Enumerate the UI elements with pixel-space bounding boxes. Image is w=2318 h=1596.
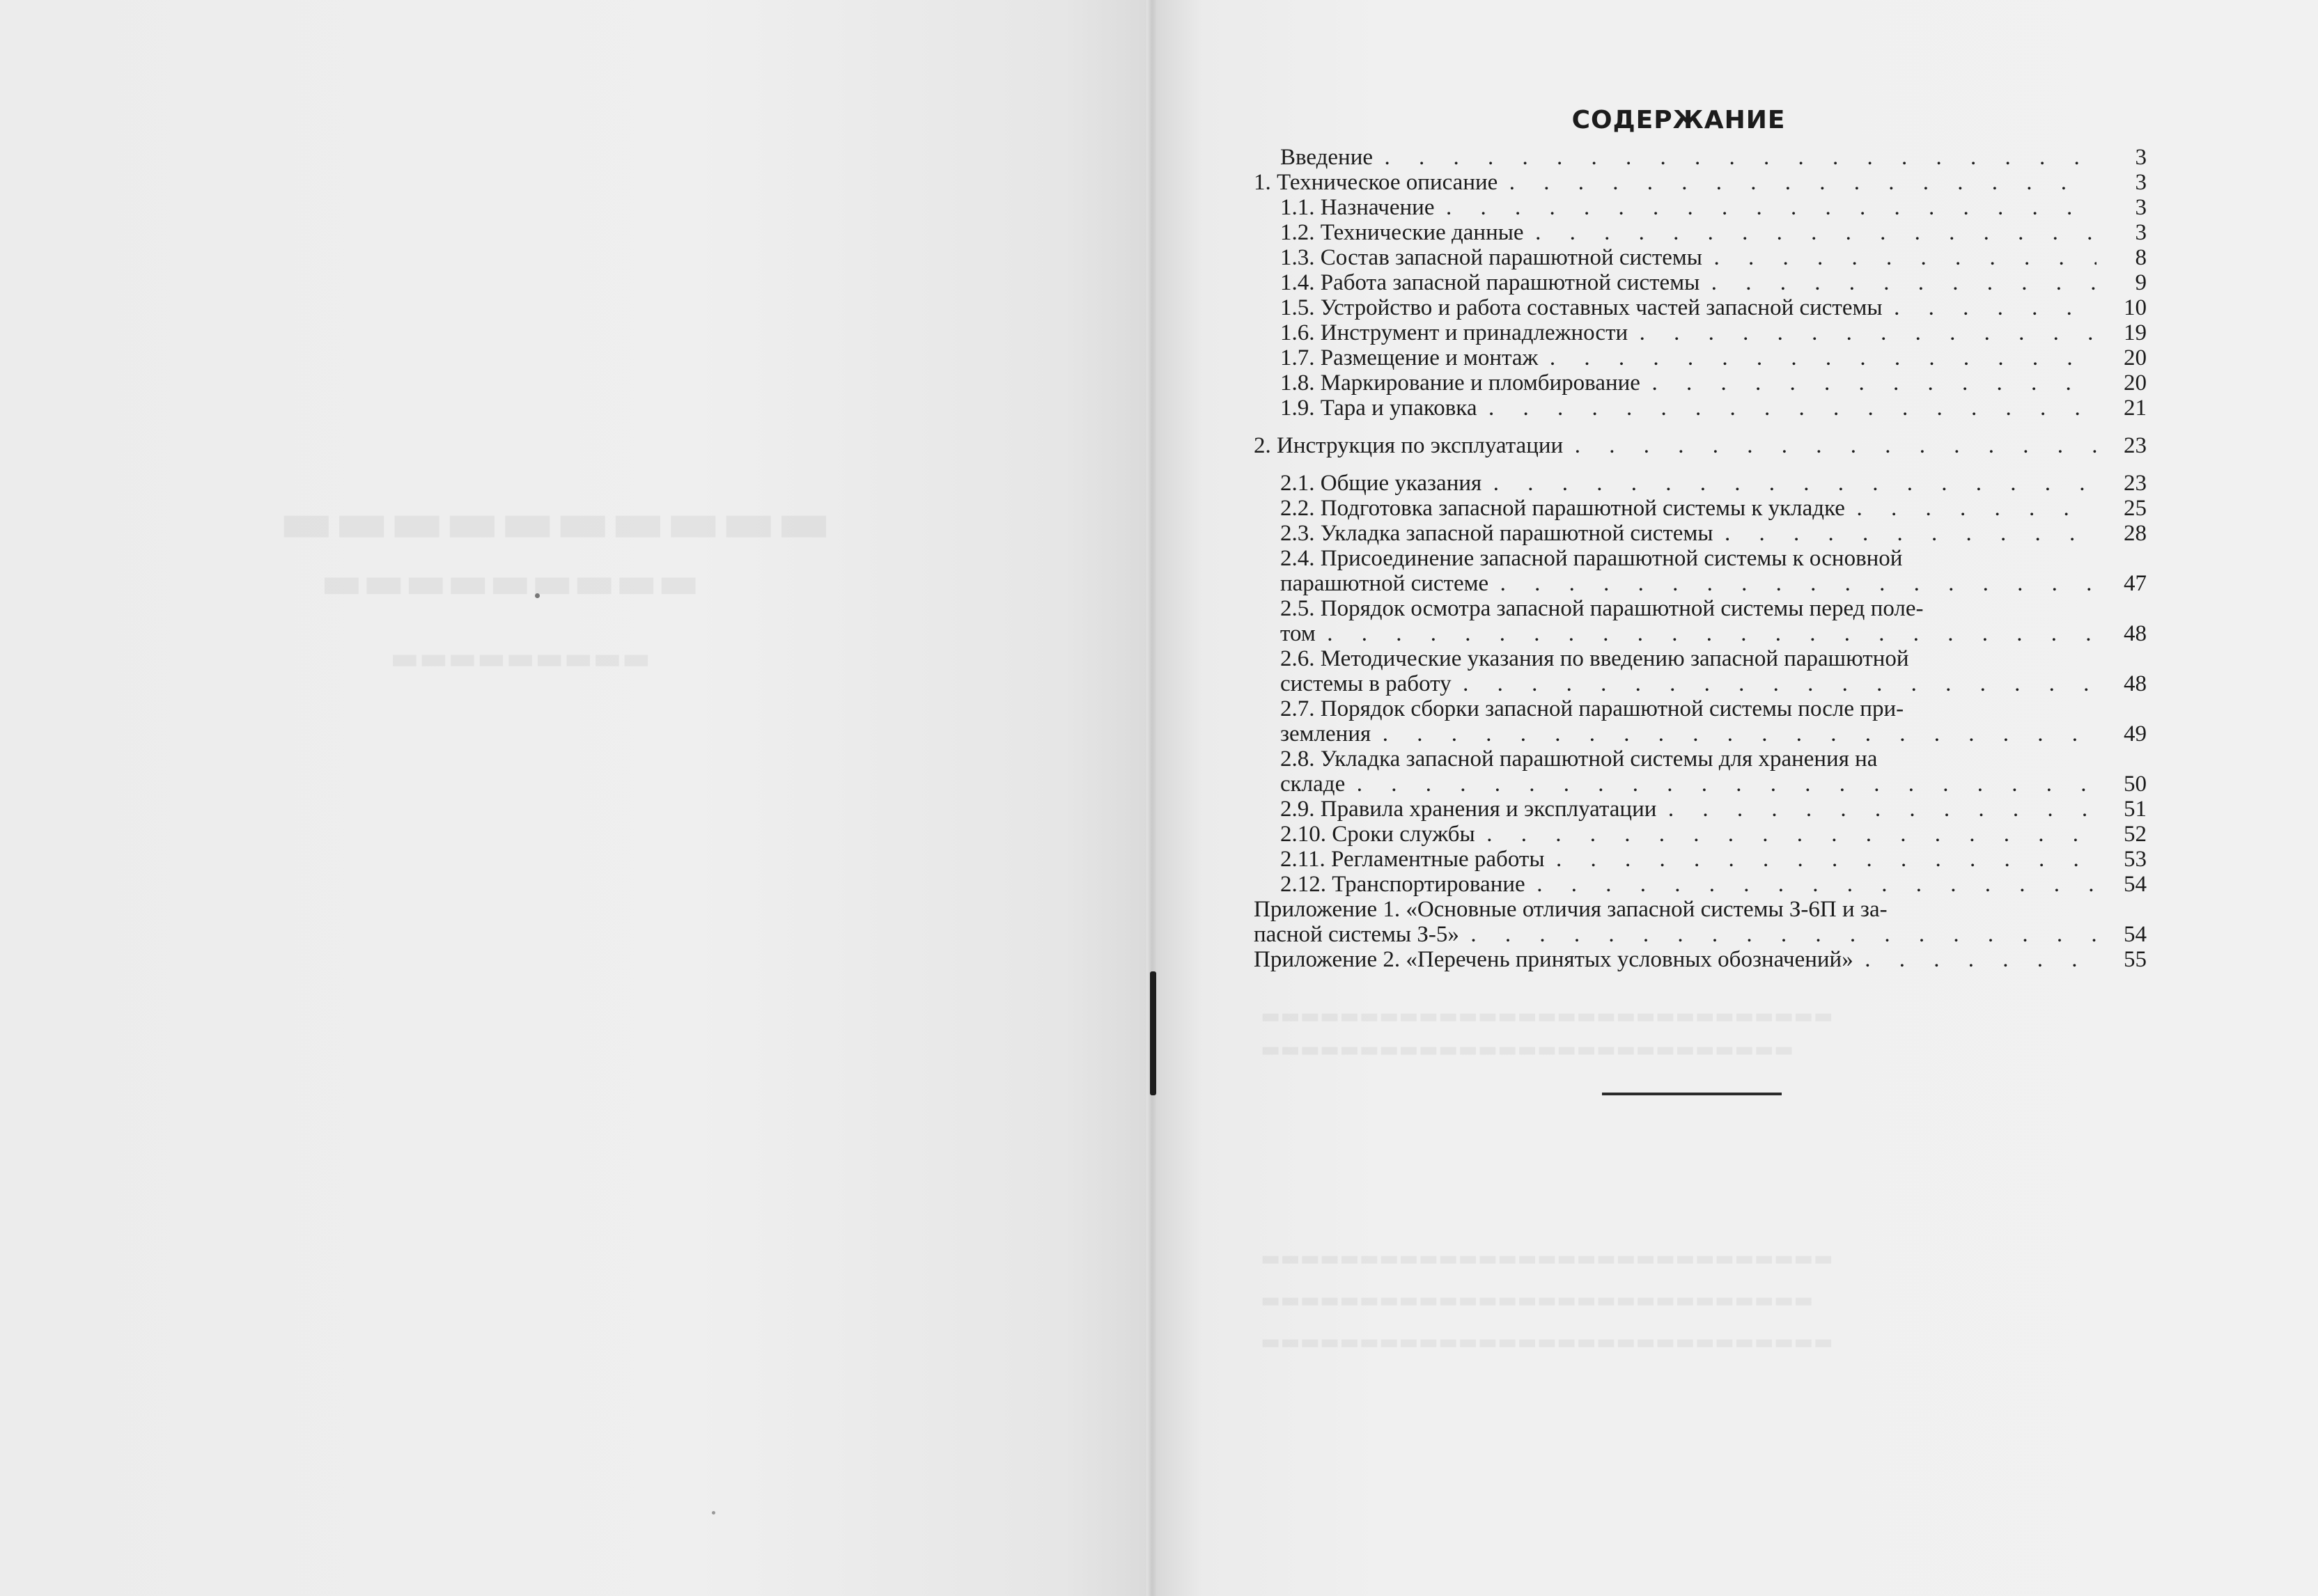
toc-entry-title — [1280, 320, 2097, 345]
toc-page-number: 51 — [2124, 797, 2147, 822]
toc-entry-title — [1280, 396, 2097, 421]
show-through-text — [279, 487, 832, 556]
paper-speck — [535, 593, 540, 598]
toc-entry-line: 2.2. Подготовка запасной парашютной системы к укладке . — [1280, 496, 2097, 521]
toc-entry — [1254, 822, 2147, 847]
toc-entry-line: 2.3. Укладка запасной парашютной системы . — [1280, 521, 2097, 546]
toc-page-number: 3 — [2135, 195, 2147, 220]
toc-entry — [1254, 496, 2147, 521]
toc-entry — [1254, 471, 2147, 496]
toc-entry — [1254, 370, 2147, 396]
toc-entry — [1254, 696, 2147, 746]
toc-entry-line: том . — [1280, 621, 2097, 646]
toc-entry — [1254, 646, 2147, 696]
toc-entry-line: 1.2. Технические данные . — [1280, 220, 2097, 245]
toc-entry — [1254, 433, 2147, 458]
toc-entry-line: 1.9. Тара и упаковка . — [1280, 396, 2097, 421]
toc-entry — [1254, 295, 2147, 320]
toc-page-number: 20 — [2124, 345, 2147, 370]
paper-speck — [712, 1511, 715, 1515]
toc-entry-title — [1280, 496, 2097, 521]
toc-page-number: 28 — [2124, 521, 2147, 546]
toc-entry-title — [1280, 270, 2097, 295]
toc-page-number: 49 — [2124, 721, 2147, 746]
toc-entry-line: 2.4. Присоединение запасной парашютной системы к основной — [1280, 546, 1903, 571]
toc-entry-line: 1.7. Размещение и монтаж . — [1280, 345, 2097, 370]
toc-entry-title — [1280, 195, 2097, 220]
toc-page-number: 23 — [2124, 433, 2147, 458]
toc-entry-line: 1.6. Инструмент и принадлежности . — [1280, 320, 2097, 345]
toc-page-number: 23 — [2124, 471, 2147, 496]
toc-entry — [1254, 746, 2147, 797]
toc-page-number: 53 — [2124, 847, 2147, 872]
toc-page-number: 47 — [2124, 571, 2147, 596]
toc-entry — [1254, 797, 2147, 822]
toc-entry-line: 2.8. Укладка запасной парашютной системы для хранения на — [1280, 746, 1878, 772]
show-through-text — [1261, 1288, 1814, 1313]
toc-entry-title — [1280, 245, 2097, 270]
toc-entry-title — [1280, 872, 2097, 897]
toc-entry — [1254, 521, 2147, 546]
toc-page-number: 10 — [2124, 295, 2147, 320]
show-through-text — [320, 557, 699, 609]
toc-entry — [1254, 195, 2147, 220]
toc-entry-title — [1280, 746, 2097, 797]
toc-entry-title — [1280, 596, 2097, 646]
toc-entry — [1254, 170, 2147, 195]
toc-entry-title — [1254, 897, 2097, 947]
show-through-text — [1261, 1246, 1833, 1271]
toc-entry-line: 2.9. Правила хранения и эксплуатации . — [1280, 797, 2097, 822]
toc-entry-line: 2.7. Порядок сборки запасной парашютной системы после при- — [1280, 696, 1904, 721]
toc-entry — [1254, 270, 2147, 295]
binding-mark — [1150, 971, 1156, 1095]
toc-entry-title — [1280, 646, 2097, 696]
table-of-contents — [1254, 145, 2147, 972]
toc-entry-title — [1280, 345, 2097, 370]
show-through-text — [390, 641, 651, 676]
toc-gap — [1254, 421, 2147, 433]
toc-entry-line: 1. Техническое описание . — [1254, 170, 2097, 195]
toc-entry-title — [1280, 295, 2097, 320]
toc-entry-title — [1280, 370, 2097, 396]
toc-entry-line: 2.11. Регламентные работы . — [1280, 847, 2097, 872]
toc-page-number: 54 — [2124, 872, 2147, 897]
toc-page-number: 9 — [2135, 270, 2147, 295]
toc-entry-line: 2.6. Методические указания по введению запасной парашютной — [1280, 646, 1909, 671]
toc-page-number: 3 — [2135, 145, 2147, 170]
toc-entry-line: 1.4. Работа запасной парашютной системы . — [1280, 270, 2097, 295]
toc-entry-line: системы в работу . — [1280, 671, 2097, 696]
toc-entry-title — [1280, 220, 2097, 245]
toc-entry-line: 2.1. Общие указания . — [1280, 471, 2097, 496]
toc-entry-line: 2.12. Транспортирование . — [1280, 872, 2097, 897]
toc-entry — [1254, 245, 2147, 270]
toc-entry-line: 1.5. Устройство и работа составных частей запасной системы . — [1280, 295, 2097, 320]
toc-entry-title — [1254, 170, 2097, 195]
left-page — [0, 0, 1156, 1596]
toc-entry-title — [1280, 822, 2097, 847]
toc-page-number: 25 — [2124, 496, 2147, 521]
toc-entry — [1254, 220, 2147, 245]
toc-entry-line: 1.3. Состав запасной парашютной системы . — [1280, 245, 2097, 270]
toc-entry-title — [1280, 546, 2097, 596]
toc-entry-line: 1.1. Назначение . — [1280, 195, 2097, 220]
show-through-text — [1261, 1330, 1833, 1354]
toc-entry — [1254, 596, 2147, 646]
toc-entry — [1254, 546, 2147, 596]
toc-entry-line: складе . — [1280, 772, 2097, 797]
toc-entry-line: Введение . — [1280, 145, 2097, 170]
toc-page-number: 19 — [2124, 320, 2147, 345]
toc-entry-title — [1280, 847, 2097, 872]
toc-entry — [1254, 897, 2147, 947]
toc-page-number: 54 — [2124, 922, 2147, 947]
page-title: СОДЕРЖАНИЕ — [1571, 106, 1786, 134]
toc-entry-line: 1.8. Маркирование и пломбирование . — [1280, 370, 2097, 396]
toc-page-number: 52 — [2124, 822, 2147, 847]
toc-page-number: 20 — [2124, 370, 2147, 396]
toc-entry-line: 2. Инструкция по эксплуатации . — [1254, 433, 2097, 458]
toc-entry-title — [1254, 947, 2097, 972]
toc-page-number: 21 — [2124, 396, 2147, 421]
toc-page-number: 48 — [2124, 671, 2147, 696]
toc-entry-title — [1280, 145, 2097, 170]
toc-entry-title — [1280, 471, 2097, 496]
end-rule — [1602, 1093, 1782, 1095]
show-through-text — [1261, 1038, 1794, 1062]
toc-page-number: 3 — [2135, 170, 2147, 195]
toc-entry-title — [1280, 797, 2097, 822]
toc-entry-line: пасной системы З-5» . — [1254, 922, 2097, 947]
toc-entry — [1254, 947, 2147, 972]
toc-entry-line: земления . — [1280, 721, 2097, 746]
toc-page-number: 55 — [2124, 947, 2147, 972]
toc-entry-line: 2.10. Сроки службы . — [1280, 822, 2097, 847]
toc-page-number: 50 — [2124, 772, 2147, 797]
toc-entry-title — [1280, 521, 2097, 546]
toc-entry — [1254, 396, 2147, 421]
toc-entry-line: Приложение 2. «Перечень принятых условных обозначений» . — [1254, 947, 2097, 972]
toc-entry — [1254, 345, 2147, 370]
toc-page-number: 8 — [2135, 245, 2147, 270]
toc-entry-line: Приложение 1. «Основные отличия запасной системы З-6П и за- — [1254, 897, 1888, 922]
toc-entry — [1254, 847, 2147, 872]
show-through-text — [1261, 1003, 1833, 1031]
toc-entry — [1254, 320, 2147, 345]
toc-entry-title — [1280, 696, 2097, 746]
toc-entry-line: 2.5. Порядок осмотра запасной парашютной системы перед поле- — [1280, 596, 1924, 621]
toc-gap — [1254, 458, 2147, 471]
toc-entry-title — [1254, 433, 2097, 458]
toc-entry — [1254, 145, 2147, 170]
toc-entry-line: парашютной системе . — [1280, 571, 2097, 596]
toc-entry — [1254, 872, 2147, 897]
toc-page-number: 3 — [2135, 220, 2147, 245]
toc-page-number: 48 — [2124, 621, 2147, 646]
